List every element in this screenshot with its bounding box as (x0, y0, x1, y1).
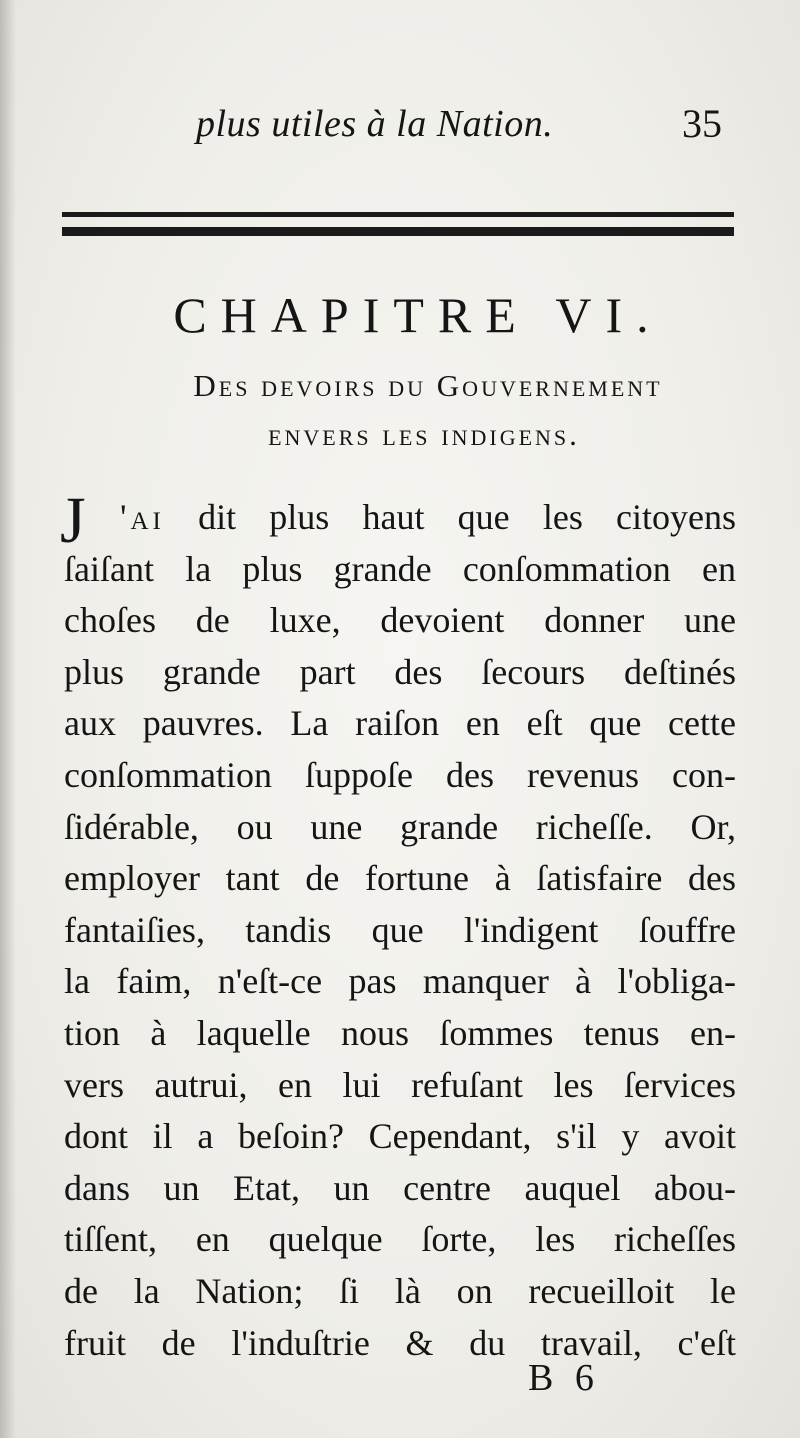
body-line: conſommation ſuppoſe des revenus con- (64, 754, 736, 795)
signature-mark: B 6 (528, 1357, 600, 1399)
body-text (60, 484, 737, 1369)
chapter-subtitle-line-1: Des devoirs du Gouvernement (193, 368, 663, 403)
running-header: plus utiles à la Nation. (196, 103, 554, 145)
body-line: de la Nation; ſi là on recueilloit le (64, 1270, 736, 1311)
chapter-subtitle-line-2: envers les indigens. (268, 417, 580, 452)
first-line-text: dit plus haut que les citoyens (198, 497, 737, 537)
body-line-1 (60, 484, 737, 557)
body-line: la faim, n'eſt-ce pas manquer à l'obliga- (64, 961, 736, 1002)
page-number: 35 (682, 101, 722, 146)
header-rule (62, 212, 734, 236)
body-line: aux pauvres. La raiſon en eſt que cette (64, 703, 736, 744)
drop-cap: J (60, 484, 86, 557)
body-line: dans un Etat, un centre auquel abou- (64, 1167, 736, 1208)
chapter-title: CHAPITRE VI. (173, 287, 663, 343)
body-line: ſidérable, ou une grande richeſſe. Or, (64, 806, 736, 847)
body-line: tiſſent, en quelque ſorte, les richeſſes (64, 1219, 736, 1260)
body-line: choſes de luxe, devoient donner une (64, 600, 736, 641)
body-line: plus grande part des ſecours deſtinés (64, 651, 736, 692)
body-line: fantaiſies, tandis que l'indigent ſouffre (64, 909, 736, 950)
page-gutter-shadow (0, 0, 16, 1438)
body-line: ſaiſant la plus grande conſommation en (64, 548, 736, 589)
body-line: dont il a beſoin? Cependant, s'il y avoit (64, 1116, 736, 1157)
body-line: tion à laquelle nous ſommes tenus en- (64, 1012, 736, 1053)
body-line: employer tant de fortune à ſatisfaire des (64, 858, 736, 899)
first-word-rest: 'ai (120, 497, 165, 537)
body-line: vers autrui, en lui refuſant les ſervices (64, 1064, 736, 1105)
body-line: fruit de l'induſtrie & du travail, c'eſt (64, 1322, 736, 1363)
